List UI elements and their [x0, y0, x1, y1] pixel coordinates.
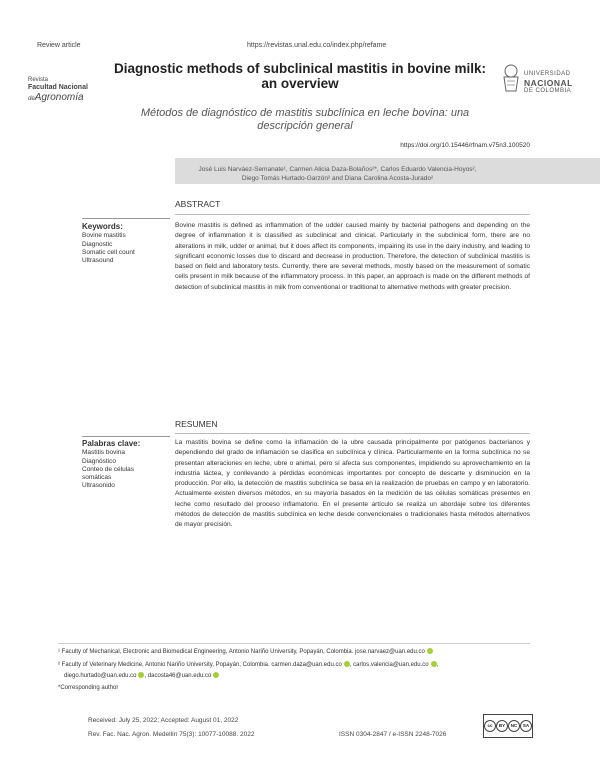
university-line1: UNIVERSIDAD: [524, 71, 571, 77]
palabra-clave: Diagnóstico: [82, 457, 116, 465]
orcid-icon[interactable]: [431, 661, 437, 667]
keywords-divider: [82, 218, 170, 219]
received-accepted: Received: July 25, 2022; Accepted: August 01, 2022: [88, 717, 239, 724]
keywords-box: [82, 223, 170, 265]
logo-line-revista: Revista: [28, 77, 49, 83]
abstract-text: Bovine mastitis is defined as inflammation of the udder caused mainly by bacterial pathogens and depending on the degree of inflammation it is classified as subclinical and clinical. Particularly in the subclinical form, there are no alterations in milk, udder or animal, but it does affect its components, impairing its use in the dairy industry, and leading to significant economic losses due to discard and decrease in production. Therefore, the detection of subclinical mastitis is based on field and laboratory tests. Currently, there are several methods, mostly based on the measurement of somatic cells present in milk because of the inflammatory process. In this paper, an approach is made on the different methods of detection of subclinical mastitis in milk from conventional or traditional to alternative methods with greater precision.: [175, 222, 530, 291]
footnote-2-email: diego.hurtado@uan.edu.co: [64, 673, 137, 679]
article-subtitle: Métodos de diagnóstico de mastitis subclínica en leche bovina: una descripción general: [140, 107, 470, 132]
footnote-2-text: ² Faculty of Veterinary Medicine, Antonio Nariño University, Popayán, Colombia. carmen.daza@uan.edu.co: [58, 662, 342, 668]
cc-license-badge[interactable]: [483, 714, 533, 738]
footnote-1-text: ¹ Faculty of Mechanical, Electronic and Biomedical Engineering, Antonio Nariño University, Popayán, Colombia. jose.narvaez@uan.edu.co: [58, 649, 425, 655]
logo-line-agronomia: Agronomía: [34, 92, 84, 103]
orcid-icon[interactable]: [138, 672, 144, 678]
doi-link[interactable]: https://doi.org/10.15446/rfnam.v75n3.100520: [400, 142, 530, 149]
resumen-text: La mastitis bovina se define como la inflamación de la ubre causada principalmente por patógenos bacterianos y dependiendo del grado de inflamación se clasifica en subclínica y clínica. Particularmente en la forma subclínica no se presentan alteraciones en leche, ubre o animal, pero sí afecta sus componentes, impidiendo su aprovechamiento en la industria láctea, y conllevando a pérdidas económicas importantes por concepto de descarte y disminución en la producción. Por ello, la detección de mastitis subclínica se basa en la realización de pruebas en campo y en laboratorio. Actualmente existen diversos métodos, en su mayoría basados en la medición de las células somáticas presentes en leche como resultado del proceso inflamatorio. En el presente artículo se realiza un abordaje sobre los diferentes métodos de detección de mastitis subclínica en leche desde convencionales o tradicionales hasta métodos alternativos de mayor precisión.: [175, 439, 530, 529]
logo-line-de: de: [28, 96, 35, 102]
resumen-heading: RESUMEN: [175, 419, 218, 429]
footnote-2: ² Faculty of Veterinary Medicine, Antonio Nariño University, Popayán, Colombia. carmen.daza@uan.edu.co , carlos.valencia@uan.edu.co ,: [58, 662, 439, 668]
palabras-clave-title: Palabras clave:: [82, 439, 141, 448]
university-line3: DE COLOMBIA: [524, 88, 572, 94]
footnote-2-email: carlos.valencia@uan.edu.co: [353, 662, 429, 668]
corresponding-author: *Corresponding author: [58, 685, 119, 691]
resumen-divider: [175, 433, 530, 434]
orcid-icon[interactable]: [344, 661, 350, 667]
authors-line2: Diego Tomás Hurtado-Garzón² and Diana Carolina Acosta-Jurado²: [241, 175, 434, 182]
keyword: Diagnostic: [82, 240, 113, 248]
faculty-logo: [28, 77, 108, 105]
authors-line1: José Luis Narváez-Semanate¹, Carmen Alicia Daza-Bolaños²*, Carlos Eduardo Valencia-Hoyos²,: [198, 166, 477, 173]
citation: Rev. Fac. Nac. Agron. Medellín 75(3): 10077-10088. 2022: [88, 731, 255, 738]
cc-by-icon: BY: [496, 720, 508, 732]
keyword: Somatic cell count: [82, 248, 135, 256]
palabras-clave-box: [82, 440, 170, 491]
university-logo: [500, 63, 580, 98]
palabra-clave: Conteo de células: [82, 465, 135, 473]
cc-sa-icon: SA: [520, 720, 532, 732]
orcid-icon[interactable]: [213, 672, 219, 678]
orcid-icon[interactable]: [427, 648, 433, 654]
palabra-clave: Ultrasonido: [82, 482, 115, 490]
footnote-divider: [58, 643, 530, 644]
footnote-2-cont: diego.hurtado@uan.edu.co , dacosta46@uan.edu.co: [64, 672, 544, 680]
abstract-heading: ABSTRACT: [175, 199, 221, 209]
palabra-clave: Mastitis bovina: [82, 449, 125, 457]
footnote-2-email: dacosta46@uan.edu.co: [147, 673, 212, 679]
abstract-divider: [175, 214, 530, 215]
article-type: Review article: [37, 42, 81, 49]
university-line2: NACIONAL: [524, 78, 573, 88]
keyword: Ultrasound: [82, 257, 114, 265]
keyword: Bovine mastitis: [82, 232, 126, 240]
palabras-clave-divider: [82, 436, 170, 437]
article-title: Diagnostic methods of subclinical mastitis in bovine milk: an overview: [113, 61, 487, 91]
footnote-1: [58, 648, 538, 656]
logo-line-facultad: Facultad Nacional: [28, 84, 88, 91]
keywords-title: Keywords:: [82, 222, 123, 231]
issn: ISSN 0304-2847 / e-ISSN 2248-7026: [339, 731, 447, 738]
authors: [150, 165, 525, 183]
cc-icon: cc: [484, 720, 496, 732]
palabra-clave: somáticas: [82, 474, 112, 482]
journal-url[interactable]: https://revistas.unal.edu.co/index.php/refame: [247, 42, 387, 49]
cc-nc-icon: NC: [508, 720, 520, 732]
university-seal-icon: [500, 63, 522, 93]
